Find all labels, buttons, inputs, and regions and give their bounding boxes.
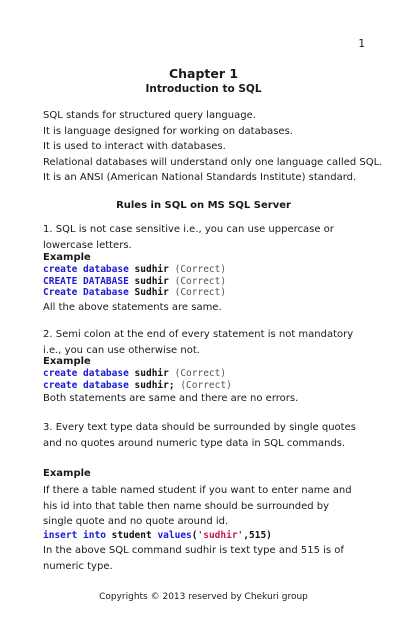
- intro-line-1: SQL stands for structured query language.: [43, 110, 256, 121]
- sql-paren-close: ): [266, 530, 272, 541]
- sql-keyword: create database: [43, 264, 129, 275]
- sql-name: Sudhir: [134, 287, 169, 298]
- rule1-note: All the above statements are same.: [43, 302, 222, 313]
- sql-comment: (Correct): [180, 380, 232, 391]
- sql-keyword: create database: [43, 368, 129, 379]
- sql-name: sudhir: [134, 264, 169, 275]
- rule1-code-line-2: [43, 276, 226, 288]
- sql-comment: (Correct): [174, 264, 227, 275]
- rule1-text: 1. SQL is not case sensitive i.e., you can use uppercase or lowercase letters.: [43, 224, 334, 251]
- rule2-note: Both statements are same and there are no errors.: [43, 393, 299, 404]
- chapter-subtitle: Introduction to SQL: [145, 83, 262, 95]
- sql-paren-open: (: [191, 530, 198, 541]
- intro-line-3: It is used to interact with databases.: [43, 141, 226, 152]
- sql-name: sudhir: [134, 276, 169, 287]
- example2-text: If there a table named student if you want to enter name and his id into that table then name should be surrounded by single quote and no quote around id.: [43, 485, 352, 527]
- page-footer: Copyrights © 2013 reserved by Chekuri group: [99, 592, 308, 602]
- sql-number: 515: [249, 530, 267, 541]
- rule1-code-line-1: [43, 264, 226, 276]
- chapter-title: Chapter 1: [168, 66, 239, 81]
- sql-comment: (Correct): [174, 368, 227, 379]
- sql-comma: ,: [243, 530, 249, 541]
- example2-note: In the above SQL command sudhir is text type and 515 is of numeric type.: [43, 545, 344, 572]
- intro-line-4: Relational databases will understand only one language called SQL.: [43, 157, 383, 168]
- sql-keyword: Create Database: [43, 287, 129, 298]
- rule2-example-label: Example: [43, 356, 91, 367]
- rule3-text: 3. Every text type data should be surrounded by single quotes and no quotes around numeric type data in SQL commands.: [43, 422, 356, 449]
- sql-keyword: CREATE DATABASE: [43, 276, 129, 287]
- intro-line-2: It is language designed for working on databases.: [43, 126, 293, 137]
- sql-comment: (Correct): [174, 276, 227, 287]
- sql-string: 'sudhir': [197, 530, 244, 541]
- sql-keyword: insert into: [43, 530, 106, 541]
- rule1-example-label: Example: [43, 252, 91, 263]
- example2-code: [43, 530, 272, 542]
- rule2-text: 2. Semi colon at the end of every statement is not mandatory i.e., you can use otherwise not.: [43, 329, 354, 356]
- sql-name: sudhir: [134, 368, 169, 379]
- rule2-code-line-1: [43, 368, 226, 380]
- rule2-code-line-2: [43, 380, 232, 392]
- intro-line-5: It is an ANSI (American National Standards Institute) standard.: [43, 172, 357, 183]
- example2-label: Example: [43, 468, 91, 479]
- sql-name: sudhir;: [134, 380, 175, 391]
- sql-keyword: create database: [43, 380, 129, 391]
- page-number: 1: [358, 38, 365, 50]
- rules-heading: Rules in SQL on MS SQL Server: [116, 200, 291, 211]
- sql-keyword: values: [157, 530, 192, 541]
- sql-comment: (Correct): [174, 287, 227, 298]
- rule1-code-line-3: [43, 287, 226, 299]
- sql-table-name: student: [111, 530, 152, 541]
